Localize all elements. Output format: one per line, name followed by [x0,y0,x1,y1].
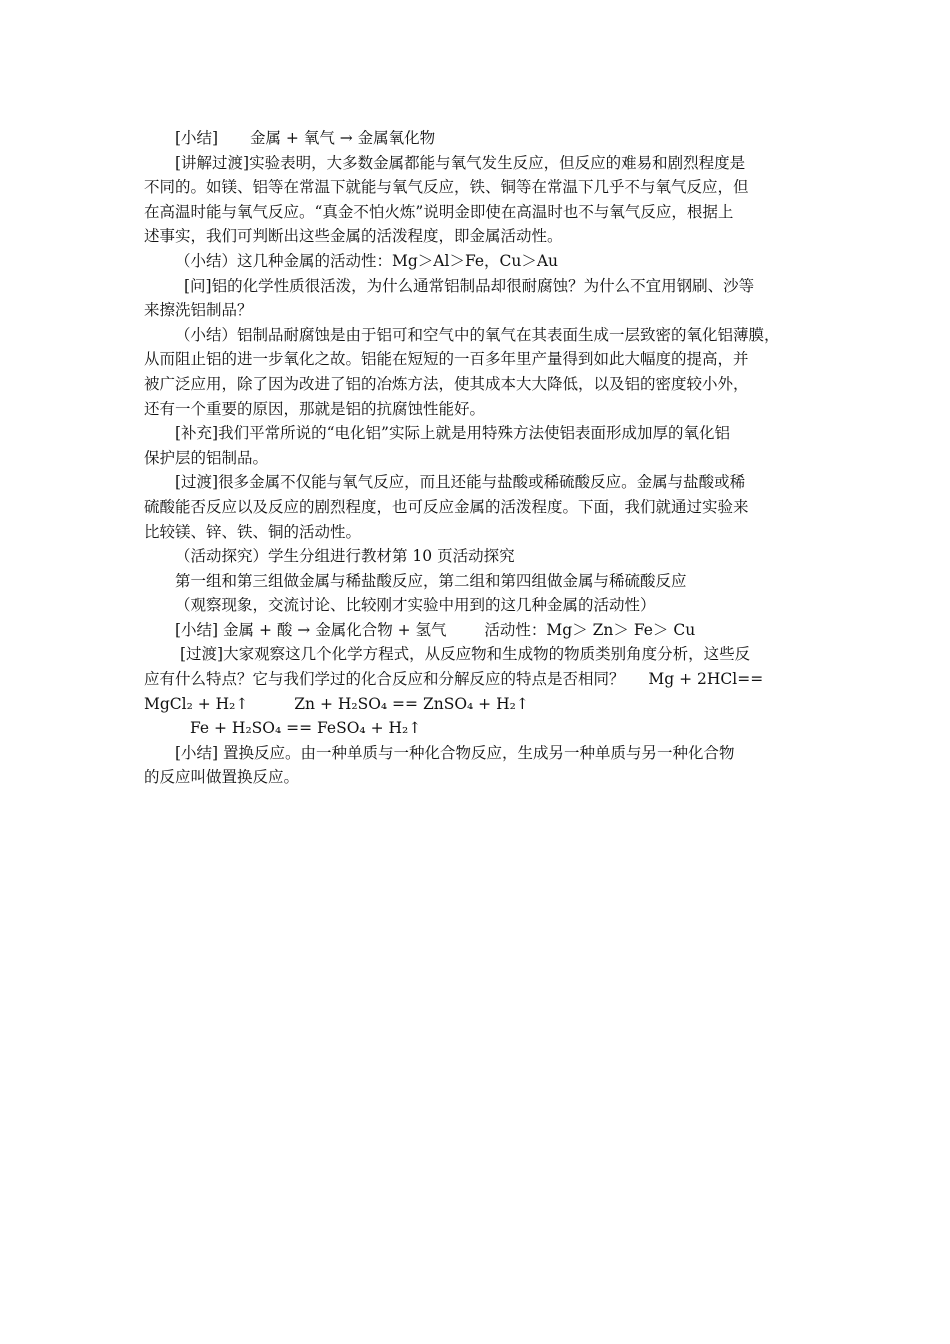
summary-acid [144,618,809,643]
text-line: 比较镁、锌、铁、铜的活动性。 [144,522,362,541]
text-line: [过渡]很多金属不仅能与氧气反应，而且还能与盐酸或稀硫酸反应。金属与盐酸或稀 [175,473,746,492]
text-line: 来擦洗铝制品？ [144,301,253,320]
observe-note: （观察现象，交流讨论、比较刚才实验中用到的这几种金属的活动性） [175,596,656,615]
text-line: 的反应叫做置换反应。 [144,768,300,787]
text-line: 还有一个重要的原因，那就是铝的抗腐蚀性能好。 [144,399,486,418]
text-line: 从而阻止铝的进一步氧化之故。铝能在短短的一百多年里产量得到如此大幅度的提高，并 [144,350,749,369]
text-line: [补充]我们平常所说的“电化铝”实际上就是用特殊方法使铝表面形成加厚的氧化铝 [175,424,730,443]
text-line: 述事实，我们可判断出这些金属的活泼程度，即金属活动性。 [144,227,563,246]
text-line: 保护层的铝制品。 [144,448,269,467]
text-line: [讲解过渡]实验表明，大多数金属都能与氧气发生反应，但反应的难易和剧烈程度是 [175,153,746,172]
text-line: （小结）铝制品耐腐蚀是由于铝可和空气中的氧气在其表面生成一层致密的氧化铝薄膜， [175,325,780,344]
text-line: [过渡]大家观察这几个化学方程式，从反应物和生成物的物质类别角度分析，这些反 [180,645,751,664]
paragraph-supplement [144,421,809,470]
metal-oxygen-equation: 金属 + 氧气 → 金属氧化物 [249,129,436,147]
paragraph-transition-2 [144,470,809,544]
group-instructions: 第一组和第三组做金属与稀盐酸反应，第二组和第四组做金属与稀硫酸反应 [175,571,687,590]
text-line: 应有什么特点？它与我们学过的化合反应和分解反应的特点是否相同？ Mg + 2HCl== [144,670,764,689]
equation-fe-h2so4: Fe + H₂SO₄ == FeSO₄ + H₂↑ [190,719,422,738]
paragraph-aluminum-summary [144,323,809,421]
equation-mg-hcl-part2: MgCl₂ + H₂↑ [144,694,249,713]
text-line: 在高温时能与氧气反应。“真金不怕火炼”说明金即使在高温时也不与氧气反应，根据上 [144,202,734,221]
equation-zn-h2so4: Zn + H₂SO₄ == ZnSO₄ + H₂↑ [294,694,529,713]
activity-order: 活动性：Mg＞ Zn＞ Fe＞ Cu [484,620,696,639]
text-line: [小结] 置换反应。由一种单质与一种化合物反应，生成另一种单质与另一种化合物 [175,743,735,762]
summary-tag: [小结] [175,129,219,147]
paragraph-transition-3 [144,642,809,740]
summary-oxygen [144,126,809,151]
paragraph-question [144,274,809,323]
metal-acid-equation: [小结] 金属 + 酸 → 金属化合物 + 氢气 [175,620,447,639]
equation-line [144,692,809,717]
text-line: 被广泛应用，除了因为改进了铝的冶炼方法，使其成本大大降低，以及铝的密度较小外， [144,374,749,393]
text-line: [问]铝的化学性质很活泼，为什么通常铝制品却很耐腐蚀？为什么不宜用钢刷、沙等 [184,276,755,295]
paragraph-displacement-summary [144,741,809,790]
text-line: 不同的。如镁、铝等在常温下就能与氧气反应，铁、铜等在常温下几乎不与氧气反应，但 [144,178,749,197]
document-body [144,126,809,790]
activity-summary: （小结）这几种金属的活动性：Mg＞Al＞Fe，Cu＞Au [175,251,559,270]
paragraph-transition-1 [144,151,809,249]
equation-mg-hcl-part1: Mg + 2HCl== [648,670,764,689]
activity-explore: （活动探究）学生分组进行教材第 10 页活动探究 [175,547,515,566]
text-line: 硫酸能否反应以及反应的剧烈程度，也可反应金属的活泼程度。下面，我们就通过实验来 [144,497,749,516]
